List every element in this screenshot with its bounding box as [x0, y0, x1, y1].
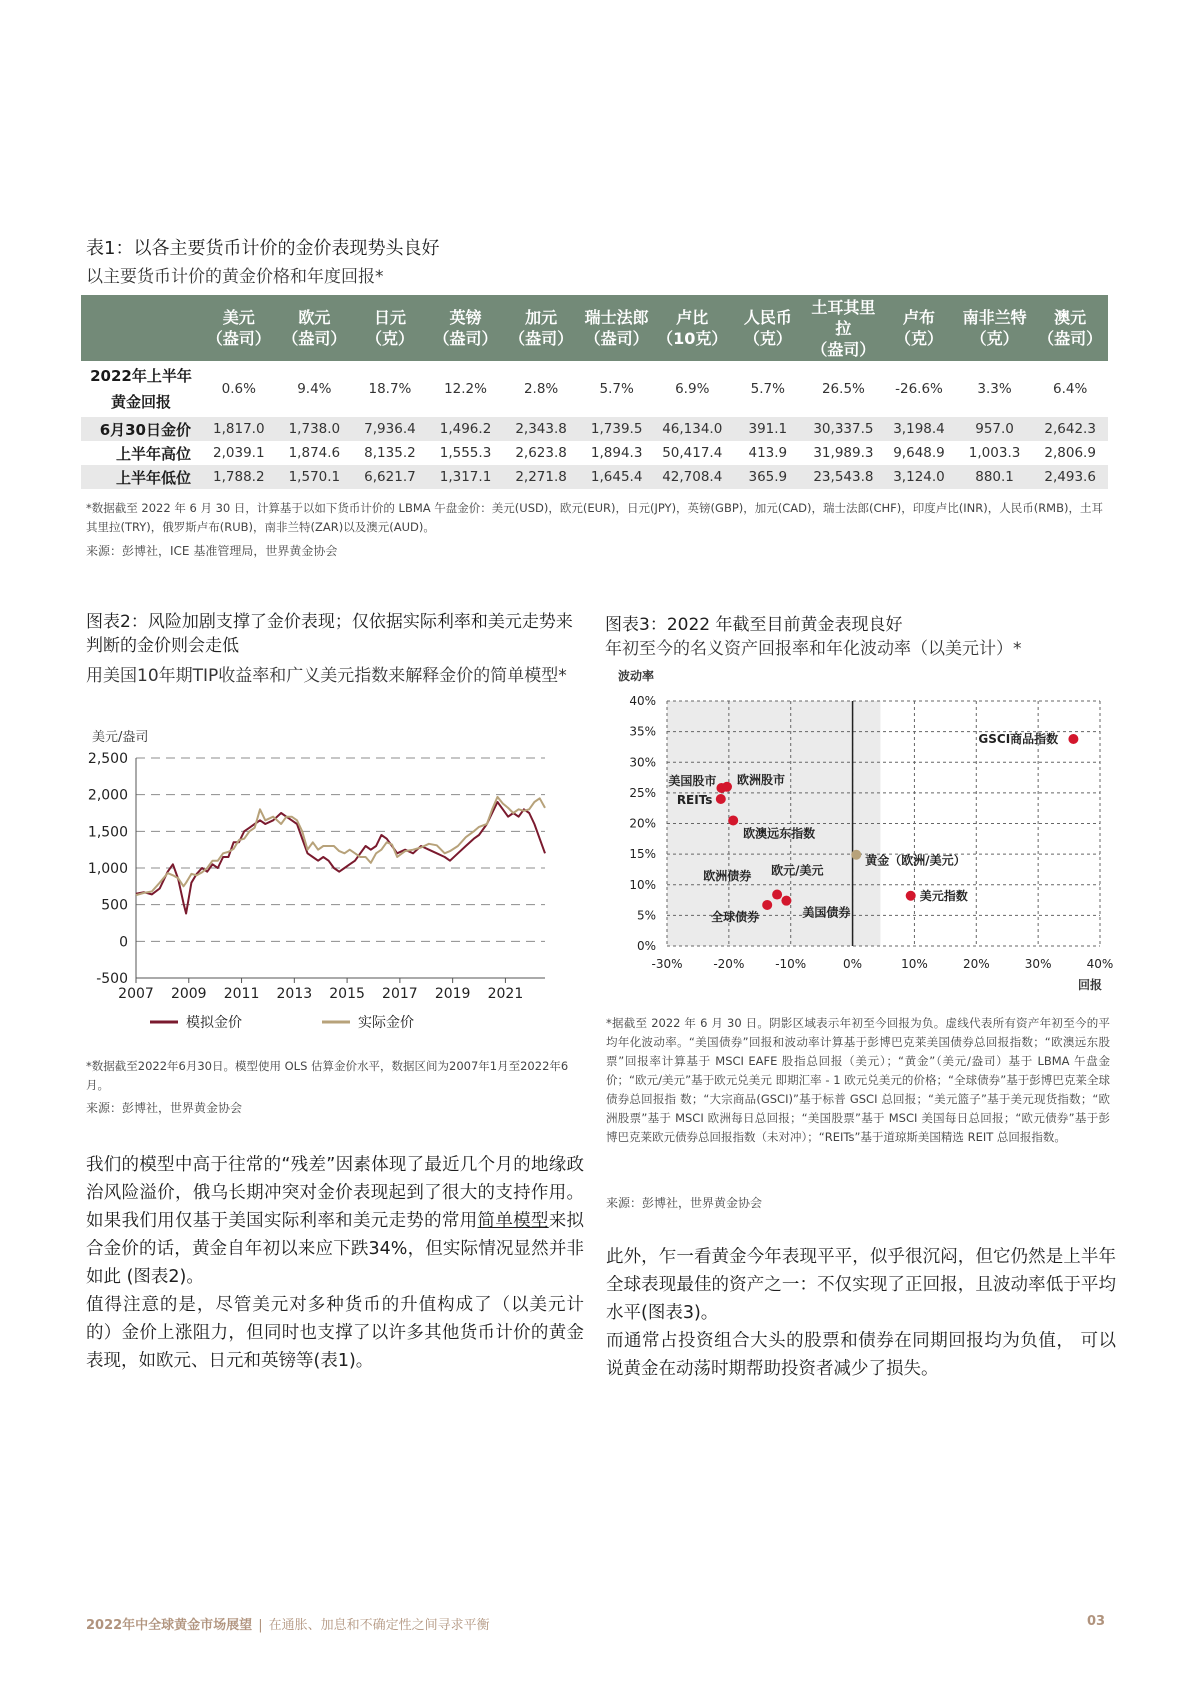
x-tick-label: -10%	[775, 957, 807, 971]
table-cell: 9,648.9	[881, 441, 957, 465]
table1-subtitle: 以主要货币计价的黄金价格和年度回报*	[86, 267, 384, 287]
table-cell: 26.5%	[806, 361, 882, 417]
table-cell: 1,317.1	[428, 465, 504, 489]
table-cell: 2,493.6	[1032, 465, 1108, 489]
table-cell: 2,642.3	[1032, 417, 1108, 441]
table-cell: 6.9%	[654, 361, 730, 417]
x-tick-label: 2021	[487, 986, 524, 1002]
point-label: 全球债券	[711, 909, 760, 924]
chart3-source: 来源：彭博社，世界黄金协会	[606, 1196, 763, 1210]
x-tick-label: 2009	[170, 986, 207, 1002]
point-label: 欧元/美元	[771, 863, 824, 878]
x-tick-label: 2011	[223, 986, 260, 1002]
table-cell: 5.7%	[579, 361, 655, 417]
col-header-gbp: 英镑 （盎司）	[428, 295, 504, 361]
col-header-eur: 欧元 （盎司）	[277, 295, 353, 361]
table-cell: 6,621.7	[352, 465, 428, 489]
table-cell: 3.3%	[957, 361, 1033, 417]
table-cell: 365.9	[730, 465, 806, 489]
table-cell: 3,198.4	[881, 417, 957, 441]
table-cell: 2,623.8	[503, 441, 579, 465]
x-tick-label: 0%	[843, 957, 863, 971]
data-point	[762, 900, 772, 910]
col-header-jpy: 日元 （克）	[352, 295, 428, 361]
scatter-chart	[618, 668, 1113, 992]
row-label-h1-return: 2022年上半年 黄金回报	[81, 361, 201, 417]
data-point	[722, 782, 732, 792]
table-cell: 3,124.0	[881, 465, 957, 489]
table-cell: 50,417.4	[654, 441, 730, 465]
data-point	[772, 890, 782, 900]
table-cell: 31,989.3	[806, 441, 882, 465]
y-tick-label: 35%	[629, 724, 656, 739]
legend-label: 模拟金价	[186, 1015, 242, 1031]
y-tick-label: 15%	[629, 847, 656, 862]
x-tick-label: 10%	[901, 957, 928, 971]
table-cell: 1,894.3	[579, 441, 655, 465]
x-tick-label: 20%	[962, 957, 990, 971]
col-header-usd: 美元 （盎司）	[201, 295, 277, 361]
table-cell: 2,271.8	[503, 465, 579, 489]
point-label: 欧澳远东指数	[743, 826, 816, 841]
point-label: 欧洲股市	[737, 772, 786, 787]
data-point	[728, 815, 738, 825]
point-label: 欧洲债券	[703, 868, 752, 883]
col-header-try: 土耳其里 拉 （盎司）	[806, 295, 882, 361]
row-label-h1-low: 上半年低位	[81, 465, 201, 489]
x-tick-label: 2015	[329, 986, 365, 1002]
y-tick-label: 1,000	[87, 861, 128, 877]
point-label: GSCI商品指数	[978, 731, 1059, 746]
y-tick-label: 1,500	[87, 824, 128, 841]
line-chart	[88, 729, 545, 1031]
actual-price-line	[136, 797, 545, 895]
table-cell: 1,817.0	[201, 417, 277, 441]
chart2-title: 图表2：风险加剧支撑了金价表现；仅依据实际利率和美元走势来判断的金价则会走低	[86, 612, 573, 656]
page-number: 03	[1087, 1614, 1106, 1629]
model-price-line	[136, 802, 545, 914]
table-cell: 5.7%	[730, 361, 806, 417]
point-label: REITs	[676, 793, 713, 807]
col-header-chf: 瑞士法郎 （盎司）	[579, 295, 655, 361]
col-header-aud: 澳元 （盎司）	[1032, 295, 1108, 361]
x-tick-label: -20%	[713, 957, 745, 971]
table-cell: 1,003.3	[957, 441, 1033, 465]
x-tick-label: 2017	[382, 986, 418, 1002]
row-label-h1-high: 上半年高位	[81, 441, 201, 465]
table-cell: 12.2%	[428, 361, 504, 417]
chart2-footnote: *数据截至2022年6月30日。模型使用 OLS 估算金价水平，数据区间为2007年1月至2022年6月。	[86, 1059, 569, 1092]
x-tick-label: 30%	[1024, 957, 1052, 971]
table-cell: 42,708.4	[654, 465, 730, 489]
table1-footnote: *数据截至 2022 年 6 月 30 日，计算基于以如下货币计价的 LBMA 午盘金价：美元(USD)，欧元(EUR)，日元(JPY)，英镑(GBP)，加元(CAD)，瑞士法郎(CHF)，印度卢比(INR)，人民币(RMB)，土耳其里拉(TRY)，俄罗斯卢布(RUB)，南非兰特(ZAR)以及澳元(AUD)。	[86, 501, 1103, 534]
body-paragraph: 我们的模型中高于往常的“残差”因素体现了最近几个月的地缘政治风险溢价，俄乌长期冲突对金价表现起到了很大的支持作用。如果我们用仅基于美国实际利率和美元走势的常用简单模型来拟合金价的话，黄金自年初以来应下跌34%，但实际情况显然并非如此 (图表2)。	[86, 1155, 585, 1287]
legend-label: 实际金价	[358, 1015, 414, 1031]
simple-model-link[interactable]: 简单模型	[477, 1211, 549, 1231]
y-tick-label: 40%	[629, 694, 656, 708]
x-tick-label: 2007	[118, 986, 154, 1002]
chart3-footnote: *据截至 2022 年 6 月 30 日。阴影区域表示年初至今回报为负。虚线代表所有资产年初至今的平均年化波动率。“美国债券”回报和波动率计算基于彭博巴克莱美国债券总回报指数；“欧澳远东股票”回报率计算基于 MSCI EAFE 股指总回报（美元）；“黄金”（美元/盎司）基于 LBMA 午盘金价；“欧元/美元”基于欧元兑美元 即期汇率 - 1 欧元兑美元的价格；“全球债券”基于彭博巴克莱全球债券总回报指 数；“大宗商品(GSCI)”基于标普 GSCI 总回报；“美元篮子”基于美元现货指数；“欧洲股票”基于 MSCI 欧洲每日总回报；“美国股票”基于 MSCI 美国每日总回报；“欧元债券”基于彭博巴克莱欧元债券总回报指数（未对冲）；“REITs”基于道琼斯美国精选 REIT 总回报指数。	[606, 1016, 1110, 1144]
x-axis-label: 回报	[1077, 978, 1103, 992]
table-cell: 957.0	[957, 417, 1033, 441]
table-cell: 1,555.3	[428, 441, 504, 465]
data-point	[781, 896, 791, 906]
body-paragraph: 而通常占投资组合大头的股票和债券在同期回报均为负值， 可以说黄金在动荡时期帮助投资者减少了损失。	[606, 1331, 1116, 1379]
chart3-subtitle: 年初至今的名义资产回报率和年化波动率（以美元计）*	[605, 639, 1022, 659]
y-tick-label: 2,000	[87, 787, 128, 804]
point-label: 黄金（欧洲/美元）	[865, 853, 966, 868]
table-cell: 2,039.1	[201, 441, 277, 465]
footer-title: 2022年中全球黄金市场展望	[86, 1618, 253, 1633]
table-cell: 1,788.2	[201, 465, 277, 489]
footer-separator: |	[258, 1618, 263, 1633]
chart3-title: 图表3：2022 年截至目前黄金表现良好	[605, 615, 903, 635]
y-tick-label: 500	[101, 897, 128, 914]
table1-source: 来源：彭博社，ICE 基准管理局，世界黄金协会	[86, 544, 338, 558]
y-axis-label: 美元/盎司	[92, 730, 149, 745]
table-cell: 1,496.2	[428, 417, 504, 441]
footer-subtitle: 在通胀、加息和不确定性之间寻求平衡	[268, 1618, 490, 1633]
y-tick-label: 2,500	[87, 751, 128, 767]
table-cell: 18.7%	[352, 361, 428, 417]
chart2-source: 来源：彭博社，世界黄金协会	[86, 1101, 243, 1115]
page-footer	[86, 1614, 490, 1633]
table-cell: 0.6%	[201, 361, 277, 417]
col-header-rmb: 人民币 （克）	[730, 295, 806, 361]
x-tick-label: 2013	[276, 986, 313, 1002]
row-label-june30: 6月30日金价	[81, 417, 201, 441]
y-tick-label: 0%	[636, 939, 656, 953]
col-header-inr: 卢比 （10克）	[654, 295, 730, 361]
table-cell: 1,874.6	[277, 441, 353, 465]
point-label: 美国股市	[668, 773, 717, 788]
y-tick-label: -500	[96, 971, 128, 987]
table-cell: 391.1	[730, 417, 806, 441]
chart2-subtitle: 用美国10年期TIP收益率和广义美元指数来解释金价的简单模型*	[86, 666, 567, 686]
y-tick-label: 25%	[629, 785, 656, 800]
table-cell: 2.8%	[503, 361, 579, 417]
body-paragraph: 此外，乍一看黄金今年表现平平，似乎很沉闷，但它仍然是上半年全球表现最佳的资产之一：不仅实现了正回报，且波动率低于平均水平(图表3)。	[606, 1247, 1116, 1323]
data-point	[906, 891, 916, 901]
y-tick-label: 10%	[629, 877, 656, 892]
table-cell: 2,343.8	[503, 417, 579, 441]
table-cell: 30,337.5	[806, 417, 882, 441]
y-tick-label: 20%	[629, 816, 656, 831]
table-cell: 413.9	[730, 441, 806, 465]
table-cell: 23,543.8	[806, 465, 882, 489]
table-cell: 1,739.5	[579, 417, 655, 441]
y-axis-label: 波动率	[618, 669, 655, 683]
data-point	[1068, 734, 1078, 744]
table-cell: 1,570.1	[277, 465, 353, 489]
table-cell: 6.4%	[1032, 361, 1108, 417]
table-cell: 880.1	[957, 465, 1033, 489]
table-cell: 1,645.4	[579, 465, 655, 489]
data-point	[851, 850, 861, 860]
table-cell: -26.6%	[881, 361, 957, 417]
table-cell: 8,135.2	[352, 441, 428, 465]
col-header-cad: 加元 （盎司）	[503, 295, 579, 361]
col-header-rub: 卢布 （克）	[881, 295, 957, 361]
col-header-zar: 南非兰特 （克）	[957, 295, 1033, 361]
table-cell: 46,134.0	[654, 417, 730, 441]
point-label: 美元指数	[919, 888, 968, 903]
point-label: 美国债券	[802, 905, 851, 920]
y-tick-label: 30%	[629, 755, 656, 770]
body-paragraph: 值得注意的是，尽管美元对多种货币的升值构成了（以美元计的）金价上涨阻力，但同时也支撑了以许多其他货币计价的黄金表现，如欧元、日元和英镑等(表1)。	[86, 1295, 584, 1371]
x-tick-label: -30%	[651, 957, 683, 971]
x-tick-label: 2019	[434, 986, 471, 1002]
table-cell: 2,806.9	[1032, 441, 1108, 465]
data-point	[716, 794, 726, 804]
table-cell: 7,936.4	[352, 417, 428, 441]
table-cell: 1,738.0	[277, 417, 353, 441]
table-cell: 9.4%	[277, 361, 353, 417]
y-tick-label: 5%	[636, 908, 656, 923]
x-tick-label: 40%	[1086, 957, 1114, 971]
y-tick-label: 0	[119, 934, 128, 951]
table1-title: 表1：以各主要货币计价的金价表现势头良好	[86, 238, 440, 259]
